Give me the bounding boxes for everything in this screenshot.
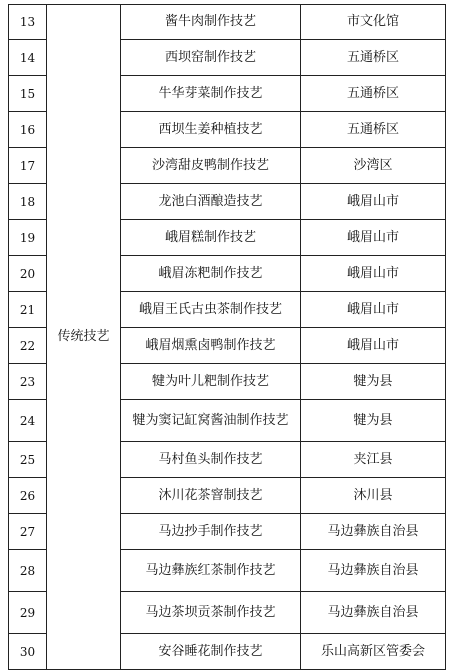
row-number: 13 (9, 5, 47, 40)
project-name: 龙池白酒酿造技艺 (121, 184, 301, 220)
project-name: 马边茶坝贡茶制作技艺 (121, 592, 301, 634)
project-name: 峨眉冻粑制作技艺 (121, 256, 301, 292)
declaring-unit: 马边彝族自治县 (301, 592, 446, 634)
declaring-unit: 夹江县 (301, 442, 446, 478)
row-number: 23 (9, 364, 47, 400)
declaring-unit: 峨眉山市 (301, 328, 446, 364)
row-number: 26 (9, 478, 47, 514)
row-number: 25 (9, 442, 47, 478)
row-number: 28 (9, 550, 47, 592)
row-number: 19 (9, 220, 47, 256)
row-number: 22 (9, 328, 47, 364)
declaring-unit: 五通桥区 (301, 112, 446, 148)
declaring-unit: 乐山高新区管委会 (301, 634, 446, 670)
declaring-unit: 犍为县 (301, 364, 446, 400)
project-name: 西坝生姜种植技艺 (121, 112, 301, 148)
row-number: 15 (9, 76, 47, 112)
project-name: 犍为叶儿粑制作技艺 (121, 364, 301, 400)
row-number: 27 (9, 514, 47, 550)
project-name: 安谷睡花制作技艺 (121, 634, 301, 670)
row-number: 24 (9, 400, 47, 442)
declaring-unit: 沐川县 (301, 478, 446, 514)
declaring-unit: 市文化馆 (301, 5, 446, 40)
declaring-unit: 峨眉山市 (301, 256, 446, 292)
row-number: 29 (9, 592, 47, 634)
declaring-unit: 马边彝族自治县 (301, 550, 446, 592)
category-cell: 传统技艺 (47, 5, 121, 670)
project-name: 牛华芽菜制作技艺 (121, 76, 301, 112)
project-name: 西坝窑制作技艺 (121, 40, 301, 76)
project-name: 峨眉烟熏卤鸭制作技艺 (121, 328, 301, 364)
row-number: 18 (9, 184, 47, 220)
declaring-unit: 五通桥区 (301, 76, 446, 112)
project-name: 沙湾甜皮鸭制作技艺 (121, 148, 301, 184)
project-name: 马边抄手制作技艺 (121, 514, 301, 550)
declaring-unit: 峨眉山市 (301, 184, 446, 220)
declaring-unit: 沙湾区 (301, 148, 446, 184)
declaring-unit: 马边彝族自治县 (301, 514, 446, 550)
project-name: 沐川花茶窨制技艺 (121, 478, 301, 514)
project-name: 马村鱼头制作技艺 (121, 442, 301, 478)
heritage-table (8, 4, 446, 670)
project-name: 酱牛肉制作技艺 (121, 5, 301, 40)
project-name: 峨眉糕制作技艺 (121, 220, 301, 256)
row-number: 20 (9, 256, 47, 292)
table-body (9, 5, 446, 670)
row-number: 16 (9, 112, 47, 148)
project-name: 马边彝族红茶制作技艺 (121, 550, 301, 592)
row-number: 21 (9, 292, 47, 328)
declaring-unit: 峨眉山市 (301, 220, 446, 256)
declaring-unit: 峨眉山市 (301, 292, 446, 328)
row-number: 14 (9, 40, 47, 76)
project-name: 犍为窦记缸窝酱油制作技艺 (121, 400, 301, 442)
declaring-unit: 犍为县 (301, 400, 446, 442)
row-number: 17 (9, 148, 47, 184)
row-number: 30 (9, 634, 47, 670)
project-name: 峨眉王氏古虫茶制作技艺 (121, 292, 301, 328)
table-row (9, 5, 446, 40)
declaring-unit: 五通桥区 (301, 40, 446, 76)
